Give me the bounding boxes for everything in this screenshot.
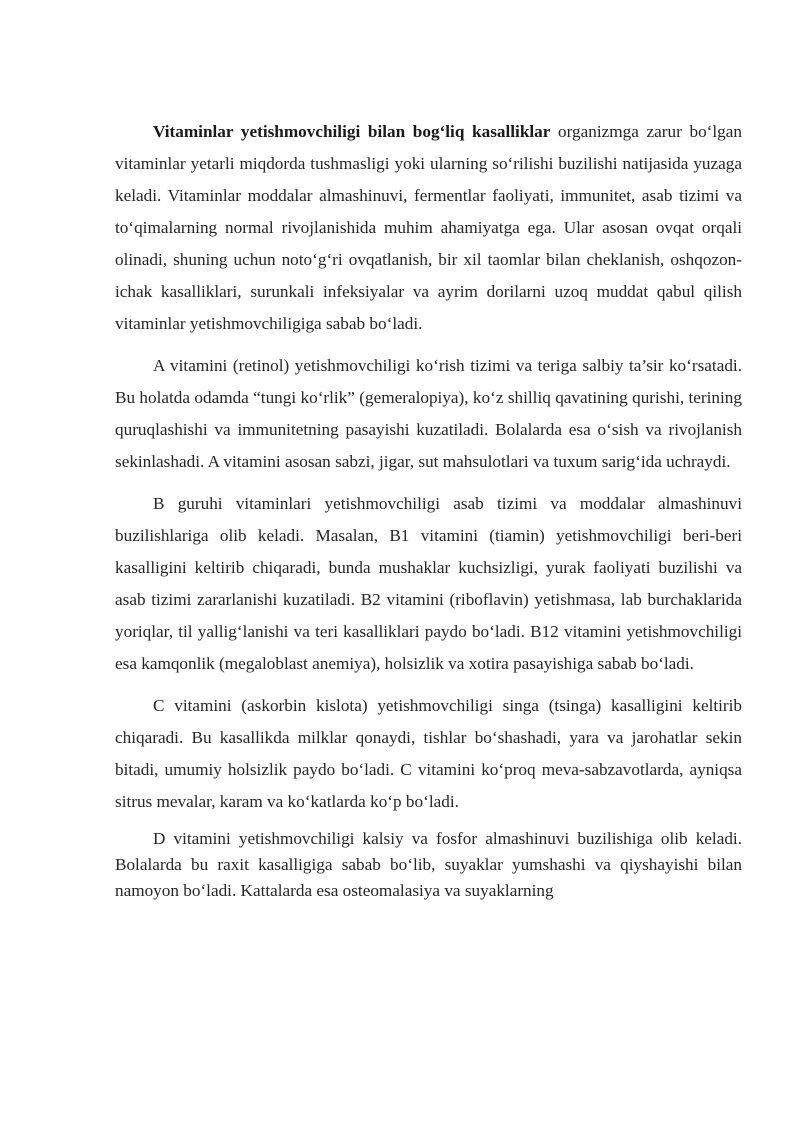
document-body	[115, 116, 742, 904]
bold-lead-term: Vitaminlar yetishmovchiligi bilan bog‘liq kasalliklar	[153, 122, 551, 141]
paragraph-vitamin-b: B guruhi vitaminlari yetishmovchiligi asab tizimi va moddalar almashinuvi buzilishlariga olib keladi. Masalan, B1 vitamini (tiamin) yetishmovchiligi beri-beri kasalligini keltirib chiqaradi, bunda mushaklar kuchsizligi, yurak faoliyati buzilishi va asab tizimi zararlanishi kuzatiladi. B2 vitamini (riboflavin) yetishmasa, lab burchaklarida yoriqlar, til yallig‘lanishi va teri kasalliklari paydo bo‘ladi. B12 vitamini yetishmovchiligi esa kamqonlik (megaloblast anemiya), holsizlik va xotira pasayishiga sabab bo‘ladi.	[115, 494, 742, 673]
paragraph-vitamin-c: C vitamini (askorbin kislota) yetishmovchiligi singa (tsinga) kasalligini keltirib chiqaradi. Bu kasallikda milklar qonaydi, tishlar bo‘shashadi, yara va jarohatlar sekin bitadi, umumiy holsizlik paydo bo‘ladi. C vitamini ko‘proq meva-sabzavotlarda, ayniqsa sitrus mevalar, karam va ko‘katlarda ko‘p bo‘ladi.	[115, 696, 742, 811]
paragraph-vitamin-d: D vitamini yetishmovchiligi kalsiy va fosfor almashinuvi buzilishiga olib keladi. Bolalarda bu raxit kasalligiga sabab bo‘lib, suyaklar yumshashi va qiyshayishi bilan namoyon bo‘ladi. Kattalarda esa osteomalasiya va suyaklarning	[115, 829, 742, 900]
paragraph-vitamin-a: A vitamini (retinol) yetishmovchiligi ko‘rish tizimi va teriga salbiy ta’sir ko‘rsatadi. Bu holatda odamda “tungi ko‘rlik” (gemeralopiya), ko‘z shilliq qavatining qurishi, terining quruqlashishi va immunitetning pasayishi kuzatiladi. Bolalarda esa o‘sish va rivojlanish sekinlashadi. A vitamini asosan sabzi, jigar, sut mahsulotlari va tuxum sarig‘ida uchraydi.	[115, 356, 742, 471]
paragraph-vitamin-deficiency-intro	[115, 116, 742, 340]
paragraph-text: organizmga zarur bo‘lgan vitaminlar yetarli miqdorda tushmasligi yoki ularning so‘rilishi buzilishi natijasida yuzaga keladi. Vitaminlar moddalar almashinuvi, fermentlar faoliyati, immunitet, asab tizimi va to‘qimalarning normal rivojlanishida muhim ahamiyatga ega. Ular asosan ovqat orqali olinadi, shuning uchun noto‘g‘ri ovqatlanish, bir xil taomlar bilan cheklanish, oshqozon-ichak kasalliklari, surunkali infeksiyalar va ayrim dorilarni uzoq muddat qabul qilish vitaminlar yetishmovchiligiga sabab bo‘ladi.	[115, 122, 742, 333]
